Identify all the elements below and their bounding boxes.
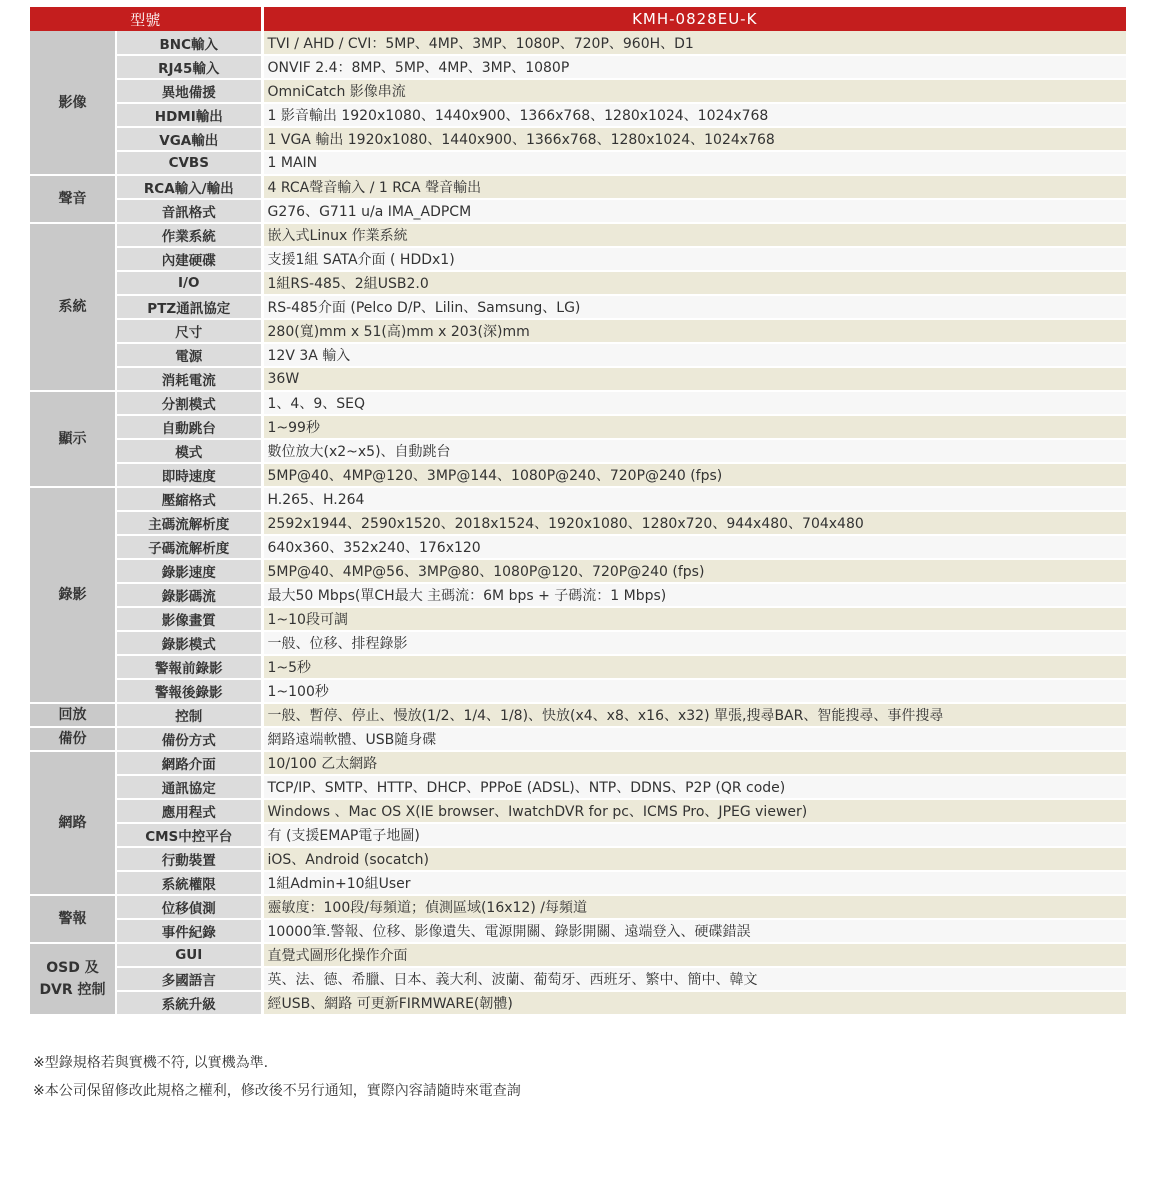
table-row [30, 679, 1126, 703]
spec-item-label: 系統升級 [116, 991, 262, 1015]
spec-item-value: 1組RS-485、2組USB2.0 [262, 271, 1126, 295]
spec-item-label: 警報後錄影 [116, 679, 262, 703]
table-row [30, 415, 1126, 439]
table-row [30, 823, 1126, 847]
spec-item-value: 經USB、網路 可更新FIRMWARE(韌體) [262, 991, 1126, 1015]
spec-item-value: 1~100秒 [262, 679, 1126, 703]
spec-item-value: 1 MAIN [262, 151, 1126, 175]
spec-item-value: 1、4、9、SEQ [262, 391, 1126, 415]
spec-item-value: 直覺式圖形化操作介面 [262, 943, 1126, 967]
spec-item-value: 有 (支援EMAP電子地圖) [262, 823, 1126, 847]
spec-item-label: 通訊協定 [116, 775, 262, 799]
table-row [30, 871, 1126, 895]
spec-item-value: 1~5秒 [262, 655, 1126, 679]
spec-item-value: 640x360、352x240、176x120 [262, 535, 1126, 559]
table-row [30, 439, 1126, 463]
category-cell: 回放 [30, 703, 116, 727]
spec-item-label: 消耗電流 [116, 367, 262, 391]
table-row [30, 151, 1126, 175]
spec-item-value: 1~99秒 [262, 415, 1126, 439]
category-cell: OSD 及 DVR 控制 [30, 943, 116, 1015]
spec-item-label: I/O [116, 271, 262, 295]
table-row [30, 127, 1126, 151]
table-row [30, 487, 1126, 511]
table-row [30, 943, 1126, 967]
spec-item-value: 280(寬)mm x 51(高)mm x 203(深)mm [262, 319, 1126, 343]
category-cell: 系統 [30, 223, 116, 391]
footnote-spec-disclaimer: ※型錄規格若與實機不符, 以實機為準. [33, 1055, 269, 1071]
spec-item-label: GUI [116, 943, 262, 967]
spec-item-label: 備份方式 [116, 727, 262, 751]
spec-item-label: 壓縮格式 [116, 487, 262, 511]
spec-item-label: 即時速度 [116, 463, 262, 487]
spec-item-value: 最大50 Mbps(單CH最大 主碼流：6M bps + 子碼流：1 Mbps) [262, 583, 1126, 607]
spec-item-value: 1組Admin+10組User [262, 871, 1126, 895]
category-cell: 網路 [30, 751, 116, 895]
spec-item-label: 錄影碼流 [116, 583, 262, 607]
table-row [30, 655, 1126, 679]
table-row [30, 199, 1126, 223]
spec-item-label: CVBS [116, 151, 262, 175]
spec-item-value: ONVIF 2.4：8MP、5MP、4MP、3MP、1080P [262, 55, 1126, 79]
spec-item-value: OmniCatch 影像串流 [262, 79, 1126, 103]
spec-item-value: TCP/IP、SMTP、HTTP、DHCP、PPPoE (ADSL)、NTP、DDNS、P2P (QR code) [262, 775, 1126, 799]
spec-item-value: 12V 3A 輸入 [262, 343, 1126, 367]
spec-item-label: 控制 [116, 703, 262, 727]
spec-item-label: 內建硬碟 [116, 247, 262, 271]
table-row [30, 391, 1126, 415]
spec-item-value: 2592x1944、2590x1520、2018x1524、1920x1080、1280x720、944x480、704x480 [262, 511, 1126, 535]
spec-item-label: 錄影速度 [116, 559, 262, 583]
spec-item-value: 1~10段可調 [262, 607, 1126, 631]
spec-item-label: 應用程式 [116, 799, 262, 823]
table-row [30, 247, 1126, 271]
table-row [30, 31, 1126, 55]
table-row [30, 103, 1126, 127]
table-row [30, 799, 1126, 823]
spec-item-value: G276、G711 u/a IMA_ADPCM [262, 199, 1126, 223]
spec-item-label: 影像畫質 [116, 607, 262, 631]
spec-item-label: 警報前錄影 [116, 655, 262, 679]
category-cell: 聲音 [30, 175, 116, 223]
model-label: 型號 [30, 7, 262, 31]
table-row [30, 463, 1126, 487]
table-row [30, 511, 1126, 535]
spec-item-value: 網路遠端軟體、USB隨身碟 [262, 727, 1126, 751]
spec-item-label: RJ45輸入 [116, 55, 262, 79]
spec-item-value: TVI / AHD / CVI：5MP、4MP、3MP、1080P、720P、960H、D1 [262, 31, 1126, 55]
table-row [30, 919, 1126, 943]
spec-item-label: 事件紀錄 [116, 919, 262, 943]
table-row [30, 607, 1126, 631]
spec-item-value: 36W [262, 367, 1126, 391]
spec-item-value: 支援1組 SATA介面 ( HDDx1) [262, 247, 1126, 271]
spec-body [30, 31, 1126, 1015]
category-cell: 錄影 [30, 487, 116, 703]
spec-item-label: 錄影模式 [116, 631, 262, 655]
spec-item-value: iOS、Android (socatch) [262, 847, 1126, 871]
table-row [30, 223, 1126, 247]
spec-item-value: 靈敏度：100段/每頻道；偵測區域(16x12) /每頻道 [262, 895, 1126, 919]
spec-item-value: 嵌入式Linux 作業系統 [262, 223, 1126, 247]
spec-item-value: 英、法、德、希臘、日本、義大利、波蘭、葡萄牙、西班牙、繁中、簡中、韓文 [262, 967, 1126, 991]
spec-item-label: CMS中控平台 [116, 823, 262, 847]
table-row [30, 295, 1126, 319]
table-row [30, 319, 1126, 343]
table-row [30, 55, 1126, 79]
spec-item-label: 分割模式 [116, 391, 262, 415]
spec-item-label: BNC輸入 [116, 31, 262, 55]
spec-item-label: 電源 [116, 343, 262, 367]
spec-item-label: 子碼流解析度 [116, 535, 262, 559]
spec-item-label: 異地備援 [116, 79, 262, 103]
category-cell: 備份 [30, 727, 116, 751]
spec-item-value: 5MP@40、4MP@120、3MP@144、1080P@240、720P@240 (fps) [262, 463, 1126, 487]
category-cell: 警報 [30, 895, 116, 943]
spec-item-label: 位移偵測 [116, 895, 262, 919]
table-row [30, 367, 1126, 391]
spec-item-value: 數位放大(x2~x5)、自動跳台 [262, 439, 1126, 463]
table-row [30, 631, 1126, 655]
table-row [30, 775, 1126, 799]
spec-item-label: 多國語言 [116, 967, 262, 991]
spec-item-label: HDMI輸出 [116, 103, 262, 127]
spec-item-label: 尺寸 [116, 319, 262, 343]
table-row [30, 343, 1126, 367]
table-row [30, 895, 1126, 919]
table-row [30, 271, 1126, 295]
table-row [30, 559, 1126, 583]
table-row [30, 583, 1126, 607]
spec-item-label: RCA輸入/輸出 [116, 175, 262, 199]
spec-item-value: H.265、H.264 [262, 487, 1126, 511]
category-cell: 影像 [30, 31, 116, 175]
table-row [30, 727, 1126, 751]
spec-item-label: PTZ通訊協定 [116, 295, 262, 319]
spec-item-value: 5MP@40、4MP@56、3MP@80、1080P@120、720P@240 (fps) [262, 559, 1126, 583]
table-header-row [30, 7, 1126, 31]
spec-table [30, 7, 1126, 1016]
spec-item-label: 模式 [116, 439, 262, 463]
model-number: KMH-0828EU-K [262, 7, 1126, 31]
spec-item-label: 主碼流解析度 [116, 511, 262, 535]
spec-item-value: 10/100 乙太網路 [262, 751, 1126, 775]
table-row [30, 79, 1126, 103]
spec-item-value: 一般、位移、排程錄影 [262, 631, 1126, 655]
category-cell: 顯示 [30, 391, 116, 487]
spec-item-label: VGA輸出 [116, 127, 262, 151]
table-row [30, 175, 1126, 199]
spec-item-value: RS-485介面 (Pelco D/P、Lilin、Samsung、LG) [262, 295, 1126, 319]
spec-item-value: 4 RCA聲音輸入 / 1 RCA 聲音輸出 [262, 175, 1126, 199]
spec-item-label: 作業系統 [116, 223, 262, 247]
table-row [30, 991, 1126, 1015]
table-row [30, 847, 1126, 871]
spec-item-value: 一般、暫停、停止、慢放(1/2、1/4、1/8)、快放(x4、x8、x16、x32) 單張,搜尋BAR、智能搜尋、事件搜尋 [262, 703, 1126, 727]
spec-item-value: 10000筆.警報、位移、影像遺失、電源開關、錄影開關、遠端登入、硬碟錯誤 [262, 919, 1126, 943]
spec-item-label: 系統權限 [116, 871, 262, 895]
spec-item-value: Windows 、Mac OS X(IE browser、IwatchDVR for pc、ICMS Pro、JPEG viewer) [262, 799, 1126, 823]
spec-item-label: 音訊格式 [116, 199, 262, 223]
table-row [30, 967, 1126, 991]
spec-item-label: 自動跳台 [116, 415, 262, 439]
spec-item-value: 1 影音輸出 1920x1080、1440x900、1366x768、1280x1024、1024x768 [262, 103, 1126, 127]
spec-item-value: 1 VGA 輸出 1920x1080、1440x900、1366x768、1280x1024、1024x768 [262, 127, 1126, 151]
spec-item-label: 網路介面 [116, 751, 262, 775]
table-row [30, 751, 1126, 775]
footnote-rights-reserved: ※本公司保留修改此規格之權利，修改後不另行通知，實際內容請隨時來電查詢 [33, 1083, 521, 1099]
spec-item-label: 行動裝置 [116, 847, 262, 871]
table-row [30, 703, 1126, 727]
table-row [30, 535, 1126, 559]
